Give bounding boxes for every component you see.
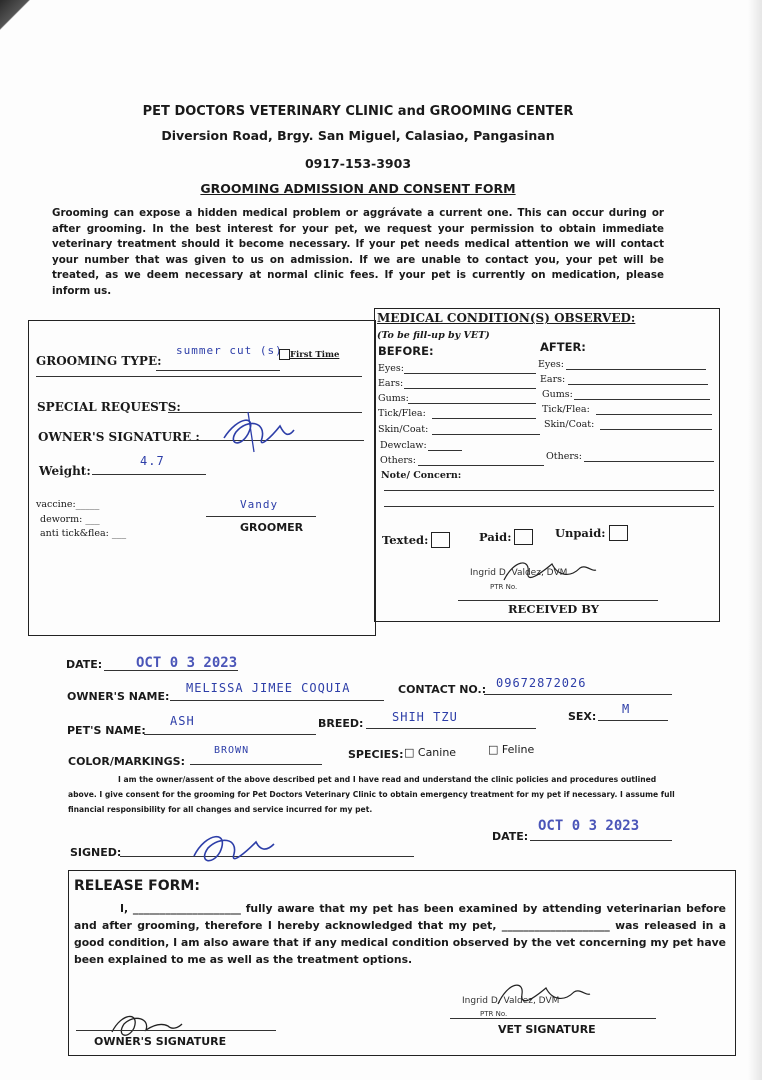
before-ears: Ears: — [378, 378, 404, 389]
received-by-label: RECEIVED BY — [508, 602, 600, 616]
canine-option[interactable]: □ Canine — [404, 746, 457, 759]
owner-signature-scribble — [218, 408, 298, 456]
after-others: Others: — [546, 451, 582, 462]
before-tickflea: Tick/Flea: — [378, 408, 426, 419]
weight-value[interactable]: 4.7 — [140, 454, 165, 468]
release-title: RELEASE FORM: — [74, 878, 200, 894]
note-concern-label: Note/ Concern: — [381, 470, 462, 481]
after-eyes: Eyes: — [538, 359, 564, 370]
grooming-type-label: GROOMING TYPE: — [36, 354, 162, 368]
received-by-line — [458, 600, 658, 601]
after-gums: Gums: — [542, 389, 573, 400]
unpaid-checkbox[interactable] — [609, 525, 628, 541]
form-title: GROOMING ADMISSION AND CONSENT FORM — [200, 181, 516, 196]
after-label: AFTER: — [540, 340, 586, 354]
after-ears: Ears: — [540, 374, 566, 385]
after-tickflea: Tick/Flea: — [542, 404, 590, 415]
vet-stamp: Ingrid D. Valdez, DVM — [470, 568, 568, 578]
paid-label: Paid: — [479, 530, 512, 544]
intro-paragraph: Grooming can expose a hidden medical problem or aggrávate a current one. This can occur during or after grooming. In the best interest for your pet, we request your permission to obtain immediate veterinary treatment should it become necessary. If your pet needs medical attention we will contact your number that was given to us on admission. If we are unable to contact you, your pet will be treated, as we deem necessary at normal clinic fees. If your pet is currently on medication, please inform us. — [52, 207, 664, 297]
vet-sig-label: VET SIGNATURE — [498, 1023, 596, 1036]
color-label: COLOR/MARKINGS: — [68, 755, 185, 768]
before-skincoat-line — [432, 434, 540, 435]
vet-stamp-ptr: PTR No. — [490, 583, 518, 591]
before-tickflea-line — [432, 418, 536, 419]
texted-label: Texted: — [382, 533, 429, 547]
before-dewclaw-line — [428, 450, 462, 451]
contact-line — [484, 694, 672, 695]
color-value[interactable]: BROWN — [214, 745, 250, 756]
color-line — [190, 764, 322, 765]
sex-value[interactable]: M — [622, 702, 631, 716]
groomer-name: Vandy — [240, 498, 279, 511]
release-text: I, ____________________ fully aware that my pet has been examined by attending veterinarian before and after grooming, therefore I hereby acknowledged that my pet, ____________________ was released in a good condition, I am also aware that if any medical condition observed by the vet concerning my pet have been explained to me as well as the treatment options. — [74, 902, 726, 966]
pet-name-line — [144, 734, 316, 735]
consent-text: I am the owner/assent of the above described pet and I have read and understand the clinic policies and procedures outlined above. I give consent for the grooming for Pet Doctors Veterinary Clinic to obtain emergency treatment for my pet if necessary. I assume full financial responsibility for all changes and service incurred for my pet. — [68, 775, 675, 814]
release-vet-signature — [494, 976, 594, 1014]
owner-sig-label: OWNER'S SIGNATURE — [94, 1035, 227, 1048]
after-gums-line — [574, 399, 710, 400]
texted-field[interactable] — [382, 529, 450, 548]
sex-label: SEX: — [568, 710, 597, 723]
unpaid-field[interactable] — [555, 522, 628, 541]
feline-option[interactable]: □ Feline — [488, 743, 535, 756]
medical-title: MEDICAL CONDITION(S) OBSERVED: — [377, 311, 636, 325]
antitick-label: anti tick&flea: ___ — [40, 528, 127, 539]
breed-value[interactable]: SHIH TZU — [392, 710, 458, 724]
after-eyes-line — [566, 369, 706, 370]
weight-line — [92, 474, 206, 475]
date-stamp[interactable]: OCT 0 3 2023 — [136, 655, 238, 671]
folded-corner — [0, 0, 60, 100]
vaccine-label: vaccine:_____ — [36, 499, 100, 510]
species-label: SPECIES: — [348, 748, 404, 761]
contact-label: CONTACT NO.: — [398, 683, 487, 696]
sex-line — [598, 720, 668, 721]
after-tickflea-line — [596, 414, 712, 415]
before-label: BEFORE: — [378, 344, 434, 358]
after-skincoat-line — [600, 429, 712, 430]
before-gums-line — [408, 403, 536, 404]
owner-name-value[interactable]: MELISSA JIMEE COQUIA — [186, 681, 351, 695]
consent-date-label: DATE: — [492, 830, 529, 843]
owner-signature-label: OWNER'S SIGNATURE : — [38, 430, 200, 444]
owner-sig-line — [76, 1030, 276, 1031]
paid-field[interactable] — [479, 526, 533, 545]
breed-label: BREED: — [318, 717, 364, 730]
before-gums: Gums: — [378, 393, 409, 404]
before-dewclaw: Dewclaw: — [380, 440, 427, 451]
before-eyes-line — [404, 373, 536, 374]
unpaid-label: Unpaid: — [555, 526, 606, 540]
after-others-line — [584, 461, 714, 462]
medical-subtitle: (To be fill-up by VET) — [377, 330, 490, 341]
owner-name-line — [170, 700, 384, 701]
clinic-name: PET DOCTORS VETERINARY CLINIC and GROOMING CENTER — [142, 104, 574, 119]
clinic-phone: 0917-153-3903 — [304, 156, 412, 171]
release-vet-stamp-ptr: PTR No. — [480, 1010, 508, 1018]
contact-value[interactable]: 09672872026 — [496, 676, 587, 690]
owner-name-label: OWNER'S NAME: — [67, 690, 170, 703]
after-skincoat: Skin/Coat: — [544, 419, 595, 430]
texted-checkbox[interactable] — [431, 532, 450, 548]
first-time-checkbox[interactable] — [279, 349, 290, 360]
weight-label: Weight: — [39, 464, 91, 478]
date-label: DATE: — [66, 658, 103, 671]
first-time-label: First Time — [290, 350, 340, 360]
pet-name-label: PET'S NAME: — [67, 724, 146, 737]
grooming-type-line — [156, 370, 280, 371]
consent-signature-scribble — [186, 822, 276, 872]
before-ears-line — [404, 388, 536, 389]
release-vet-stamp: Ingrid D. Valdez, DVM — [462, 996, 560, 1006]
grooming-type-value[interactable]: summer cut (s) — [176, 344, 283, 357]
note-line-1 — [384, 490, 714, 491]
vet-signature-scribble — [500, 554, 600, 590]
clinic-address: Diversion Road, Brgy. San Miguel, Calasiao, Pangasinan — [161, 128, 555, 143]
signed-label: SIGNED: — [70, 846, 122, 859]
before-others-line — [418, 465, 544, 466]
breed-line — [366, 728, 536, 729]
vet-sig-line — [450, 1018, 656, 1019]
consent-date-line — [530, 840, 672, 841]
consent-date-stamp[interactable]: OCT 0 3 2023 — [538, 818, 640, 834]
deworm-label: deworm: ___ — [40, 514, 100, 525]
paid-checkbox[interactable] — [514, 529, 533, 545]
before-others: Others: — [380, 455, 416, 466]
groomer-label: GROOMER — [240, 521, 304, 534]
groomer-line — [206, 516, 316, 517]
grooming-extra-line — [36, 376, 362, 377]
before-eyes: Eyes: — [378, 363, 404, 374]
pet-name-value[interactable]: ASH — [170, 714, 195, 728]
before-skincoat: Skin/Coat: — [378, 424, 429, 435]
note-line-2 — [384, 506, 714, 507]
special-requests-label: SPECIAL REQUESTS: — [37, 400, 181, 414]
page-edge-shadow — [748, 0, 762, 1080]
after-ears-line — [568, 384, 708, 385]
